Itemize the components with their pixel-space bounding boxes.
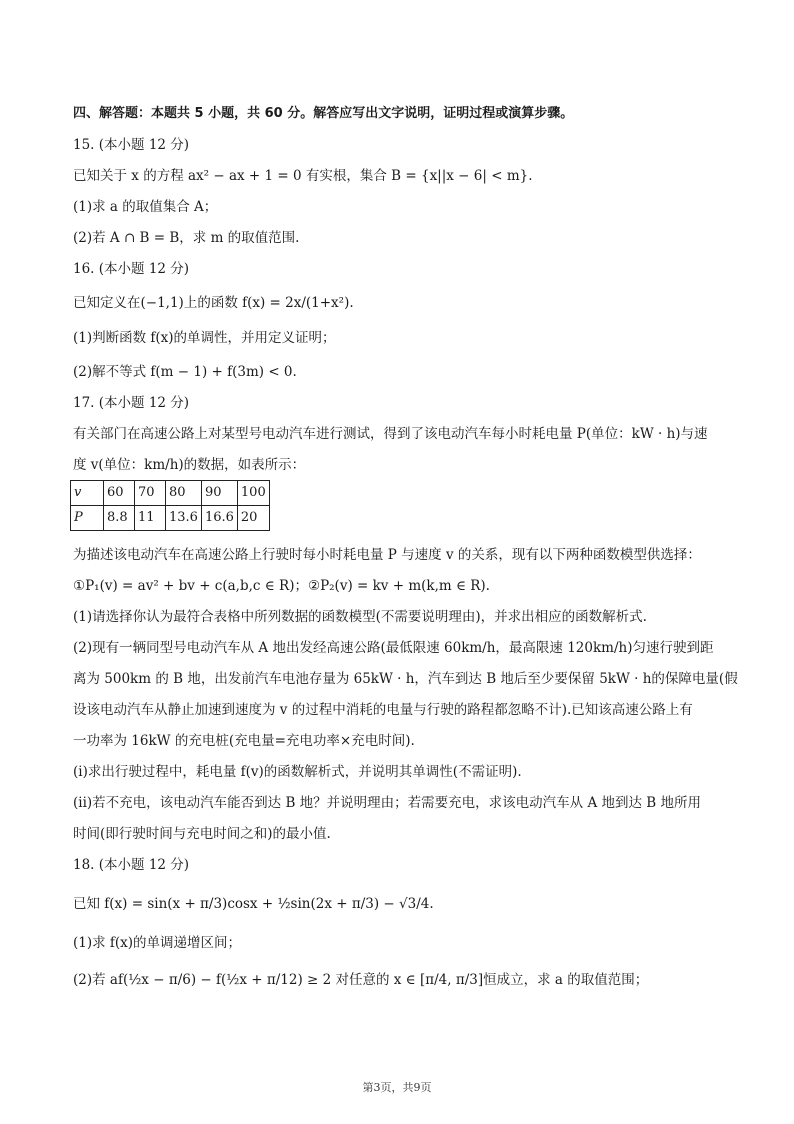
table-cell: 11	[135, 506, 166, 531]
q17-part1: (1)请选择你认为最符合表格中所列数据的函数模型(不需要说明理由)，并求出相应的函数解析式.	[73, 609, 647, 625]
q17-sub-i: (i)求出行驶过程中，耗电量 f(v)的函数解析式，并说明其单调性(不需证明).	[73, 764, 522, 780]
q16-part1: (1)判断函数 f(x)的单调性，并用定义证明；	[73, 330, 336, 346]
q17-models: ①P₁(v) = av² + bv + c(a,b,c ∈ R)；②P₂(v) = kv + m(k,m ∈ R).	[73, 578, 490, 594]
q17-part2-line3: 设该电动汽车从静止加速到速度为 v 的过程中消耗的电量与行驶的路程都忽略不计).已知该高速公路上有	[73, 702, 693, 718]
q17-part2-line1: (2)现有一辆同型号电动汽车从 A 地出发经高速公路(最低限速 60km/h，最高限速 120km/h)匀速行驶到距	[73, 640, 714, 656]
q17-models-intro: 为描述该电动汽车在高速公路上行驶时每小时耗电量 P 与速度 v 的关系，现有以下两种函数模型供选择：	[73, 547, 701, 563]
q17-part2-line2: 离为 500km 的 B 地，出发前汽车电池存量为 65kW · h，汽车到达 B 地后至少要保留 5kW · h的保障电量(假	[73, 671, 738, 687]
q16-part2: (2)解不等式 f(m − 1) + f(3m) < 0.	[73, 364, 297, 380]
table-cell: 80	[166, 481, 202, 506]
q17-stem-line1: 有关部门在高速公路上对某型号电动汽车进行测试，得到了该电动汽车每小时耗电量 P(单位：kW · h)与速	[73, 426, 708, 442]
table-cell: 60	[104, 481, 135, 506]
table-cell: P	[71, 506, 104, 531]
table-cell: 8.8	[104, 506, 135, 531]
q17-sub-ii-line2: 时间(即行驶时间与充电时间之和)的最小值.	[73, 826, 331, 842]
table-row	[71, 506, 270, 531]
speed-power-table	[70, 480, 270, 531]
section-heading: 四、解答题：本题共 5 小题，共 60 分。解答应写出文字说明，证明过程或演算步骤。	[73, 106, 574, 121]
q15-header: 15. (本小题 12 分)	[73, 137, 190, 153]
q18-header: 18. (本小题 12 分)	[73, 857, 190, 873]
q17-header: 17. (本小题 12 分)	[73, 395, 190, 411]
q18-stem: 已知 f(x) = sin(x + π/3)cosx + ½sin(2x + π/3) − √3/4.	[73, 896, 434, 912]
q15-part2: (2)若 A ∩ B = B，求 m 的取值范围.	[73, 230, 300, 246]
q17-part2-line4: 一功率为 16kW 的充电桩(充电量=充电功率×充电时间).	[73, 733, 415, 749]
q15-stem: 已知关于 x 的方程 ax² − ax + 1 = 0 有实根，集合 B = {x||x − 6| < m}.	[73, 168, 533, 184]
q17-sub-ii-line1: (ii)若不充电，该电动汽车能否到达 B 地？并说明理由；若需要充电，求该电动汽车从 A 地到达 B 地所用	[73, 795, 702, 811]
table-cell: 13.6	[166, 506, 202, 531]
q18-part2: (2)若 af(½x − π/6) − f(½x + π/12) ≥ 2 对任意的 x ∈ [π/4, π/3]恒成立，求 a 的取值范围；	[73, 972, 649, 988]
table-cell: 16.6	[201, 506, 237, 531]
table-cell: 20	[237, 506, 269, 531]
table-cell: v	[71, 481, 104, 506]
table-cell: 100	[237, 481, 269, 506]
table-row	[71, 481, 270, 506]
q17-stem-line2: 度 v(单位：km/h)的数据，如表所示：	[73, 457, 306, 473]
q15-part1: (1)求 a 的取值集合 A；	[73, 199, 218, 215]
table-cell: 90	[201, 481, 237, 506]
page-footer: 第3页，共9页	[362, 1081, 432, 1094]
q16-stem: 已知定义在(−1,1)上的函数 f(x) = 2x/(1+x²).	[73, 295, 354, 311]
q16-header: 16. (本小题 12 分)	[73, 261, 190, 277]
q18-part1: (1)求 f(x)的单调递增区间；	[73, 935, 242, 951]
table-cell: 70	[135, 481, 166, 506]
